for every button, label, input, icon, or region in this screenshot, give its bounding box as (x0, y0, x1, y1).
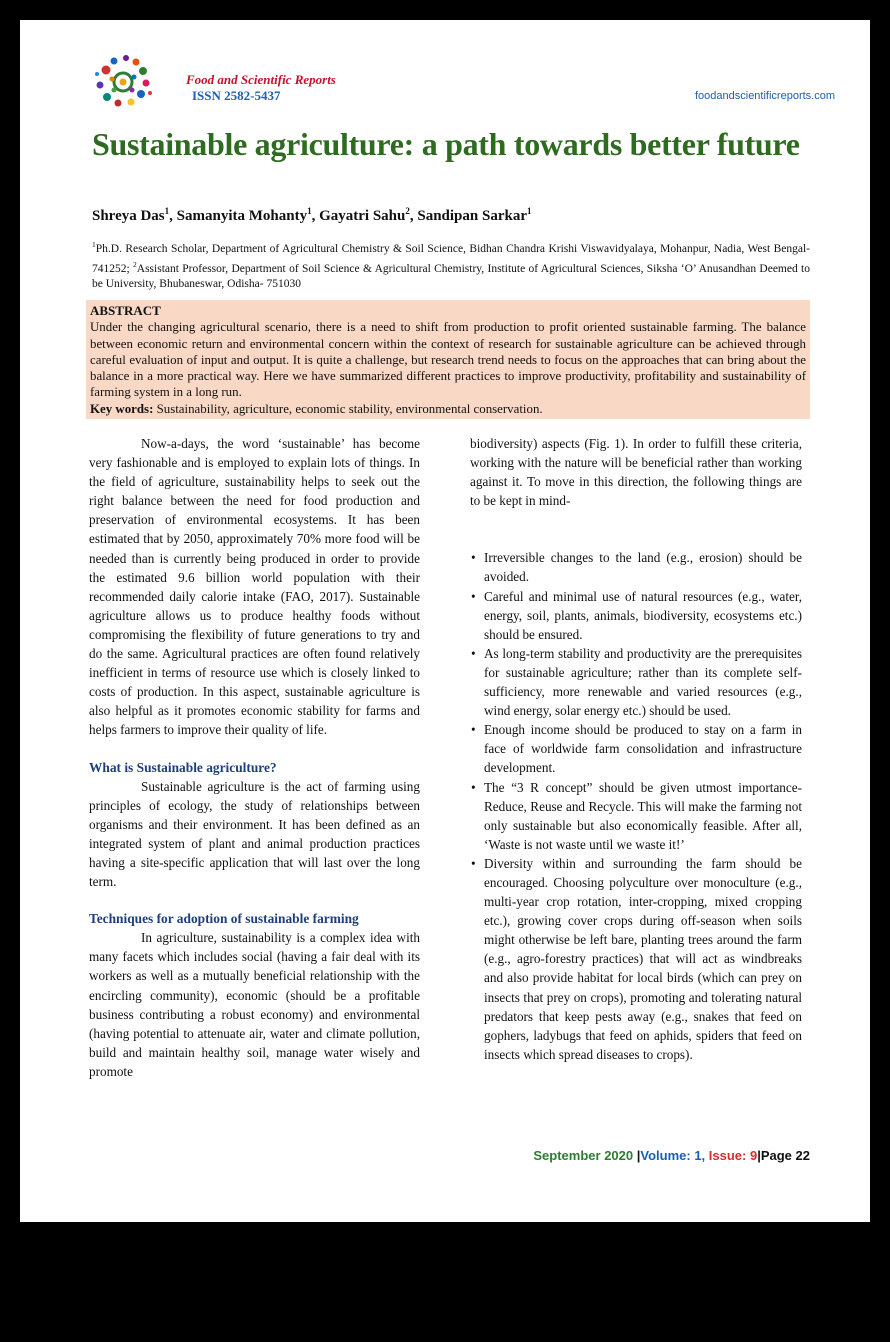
list-item (470, 720, 802, 777)
bullet-icon: • (471, 855, 476, 871)
bullet-icon: • (471, 779, 476, 795)
author-name: Sandipan Sarkar (417, 208, 527, 224)
section-heading-what-is: What is Sustainable agriculture? (89, 759, 277, 775)
section-heading-techniques: Techniques for adoption of sustainable farming (89, 911, 359, 927)
bullet-icon: • (471, 645, 476, 661)
list-item-text: The “3 R concept” should be given utmost importance-Reduce, Reuse and Recycle. This will make the farming not only sustainable but also economically feasible. After all, ‘Waste is not waste until we waste it!’ (484, 779, 802, 852)
bullet-icon: • (471, 588, 476, 604)
affiliation-2: Assistant Professor, Department of Soil Science & Agricultural Chemistry, Institute of Agricultural Sciences, Siksha ‘O’ Anusandhan Deemed to be University, Bhubaneswar, Odisha- 751030 (92, 262, 810, 290)
left-column (89, 434, 420, 1081)
keywords-text: Sustainability, agriculture, economic stability, environmental conservation. (153, 401, 543, 416)
author-separator: , (409, 208, 418, 224)
intro-paragraph: Now-a-days, the word ‘sustainable’ has become very fashionable and is employed to explain lots of things. In the field of agriculture, sustainability helps to seek out the right balance between the need for food production and preservation of environmental ecosystems. It has been estimated that by 2050, approximately 70% more food will be needed than is currently being produced in order to provide the estimated 9.6 billion world population with their recommended daily calorie intake (FAO, 2017). Sustainable agriculture allows us to produce healthy foods without compromising the flexibility of future generations to try and do the same. Agricultural practices are often found relatively inefficient in terms of resource use which is closely linked to costs of production. In this aspect, sustainable agriculture is also helpful as it promotes economic stability for farms and helps farmers to improve their quality of life. (89, 436, 420, 738)
continuation-paragraph: biodiversity) aspects (Fig. 1). In order to fulfill these criteria, working with the nature will be beneficial rather than working against it. To move in this direction, the following things are to be kept in mind- (470, 436, 802, 509)
author-affiliation-mark: 1 (527, 206, 532, 216)
list-item (470, 778, 802, 854)
list-item (470, 854, 802, 1064)
list-item-text: Enough income should be produced to stay on a farm in face of worldwide farm consolidation and infrastructure development. (484, 722, 802, 776)
page-footer (533, 1148, 810, 1163)
article-title: Sustainable agriculture: a path towards better future (92, 126, 800, 162)
paper-page (20, 20, 870, 1222)
bullet-list (470, 548, 802, 1064)
author-affiliations (92, 237, 810, 292)
affiliation-mark: 2 (133, 259, 137, 269)
list-item (470, 587, 802, 644)
bullet-icon: • (471, 722, 476, 738)
author-separator: , (311, 208, 320, 224)
author-affiliation-mark: 2 (405, 206, 410, 216)
author-name: Gayatri Sahu (319, 208, 406, 224)
footer-date: September 2020 (533, 1148, 634, 1163)
list-item (470, 644, 802, 720)
footer-issue: Issue: 9 (708, 1148, 758, 1163)
list-item-text: Diversity within and surrounding the farm should be encouraged. Choosing polyculture over monoculture (e.g., multi-year crop rotation, inter-cropping, mixed cropping etc.), growing cover crops during off-season when soils might otherwise be left bare, planting trees around the farm (e.g., agro-forestry practices) that will act as windbreaks and also provide habitat for local birds (which can prey on insects that prey on crops), promoting and tolerating natural predators that keep pests away (e.g., snakes that feed on gophers, ladybugs that feed on aphids, spiders that feed on insects which spread diseases to crops). (484, 855, 802, 1062)
journal-website-link[interactable]: foodandscientificreports.com (694, 90, 835, 102)
author-name: Shreya Das (92, 208, 165, 224)
keywords-label: Key words: (90, 401, 154, 416)
author-affiliation-mark: 1 (164, 206, 170, 216)
list-item-text: Careful and minimal use of natural resources (e.g., water, energy, soil, plants, animals, biodiversity, ecosystems etc.) should be ensured. (484, 588, 802, 642)
keywords-line (90, 401, 806, 417)
affiliation-mark: 1 (92, 240, 96, 249)
list-item-text: As long-term stability and productivity are the prerequisites for sustainable agriculture; rather than its complete self-sufficiency, more renewable and varied resources (e.g., wind energy, solar energy etc.) should be used. (484, 645, 802, 719)
footer-volume: Volume: 1, (640, 1148, 709, 1163)
abstract-text: Under the changing agricultural scenario, there is a need to shift from production to profit oriented sustainable farming. The balance between economic return and environmental concern within the context of research for sustainable agriculture can be achieved through careful evaluation of input and output. It is quite a challenge, but research trend needs to focus on the approaches that can bring about the balance in a more practical way. Here we have summarized different practices to improve productivity, profitability and sustainability of farming system in a long run. (90, 320, 806, 400)
abstract-heading: ABSTRACT (90, 303, 161, 318)
affiliation-1: Ph.D. Research Scholar, Department of Agricultural Chemistry & Soil Science, Bidhan Chandra Krishi Viswavidyalaya, Mohanpur, Nadia, West Bengal-741252; (92, 242, 810, 275)
section-paragraph-what-is: Sustainable agriculture is the act of farming using principles of ecology, the study of relationships between organisms and their environment. It has been defined as an integrated system of plant and animal production practices having a site-specific application that will last over the long term. (89, 778, 420, 890)
footer-page-number: Page 22 (760, 1148, 810, 1163)
abstract-box (86, 300, 810, 419)
author-name: Samanyita Mohanty (176, 208, 308, 224)
section-paragraph-techniques: In agriculture, sustainability is a complex idea with many facets which includes social (having a fair deal with its workers as well as a mutually beneficial relationship with the encircling community), economic (should be a profitable business contributing a robust economy) and environmental (having potential to attenuate air, water and climate pollution, build and maintain healthy soil, manage water wisely and promote (89, 930, 420, 1079)
author-list (92, 206, 532, 225)
bullet-icon: • (471, 550, 476, 566)
right-column (470, 434, 802, 1064)
list-item-text: Irreversible changes to the land (e.g., erosion) should be avoided. (484, 550, 802, 585)
author-affiliation-mark: 1 (307, 206, 312, 216)
author-separator: , (169, 208, 177, 224)
journal-masthead (186, 72, 336, 103)
footer-separator: | (757, 1148, 761, 1163)
molecule-cluster-logo-icon (92, 52, 154, 110)
list-item (470, 548, 802, 586)
journal-name: Food and Scientific Reports (186, 72, 336, 87)
footer-separator: | (636, 1148, 641, 1163)
journal-issn: ISSN 2582-5437 (192, 88, 281, 103)
